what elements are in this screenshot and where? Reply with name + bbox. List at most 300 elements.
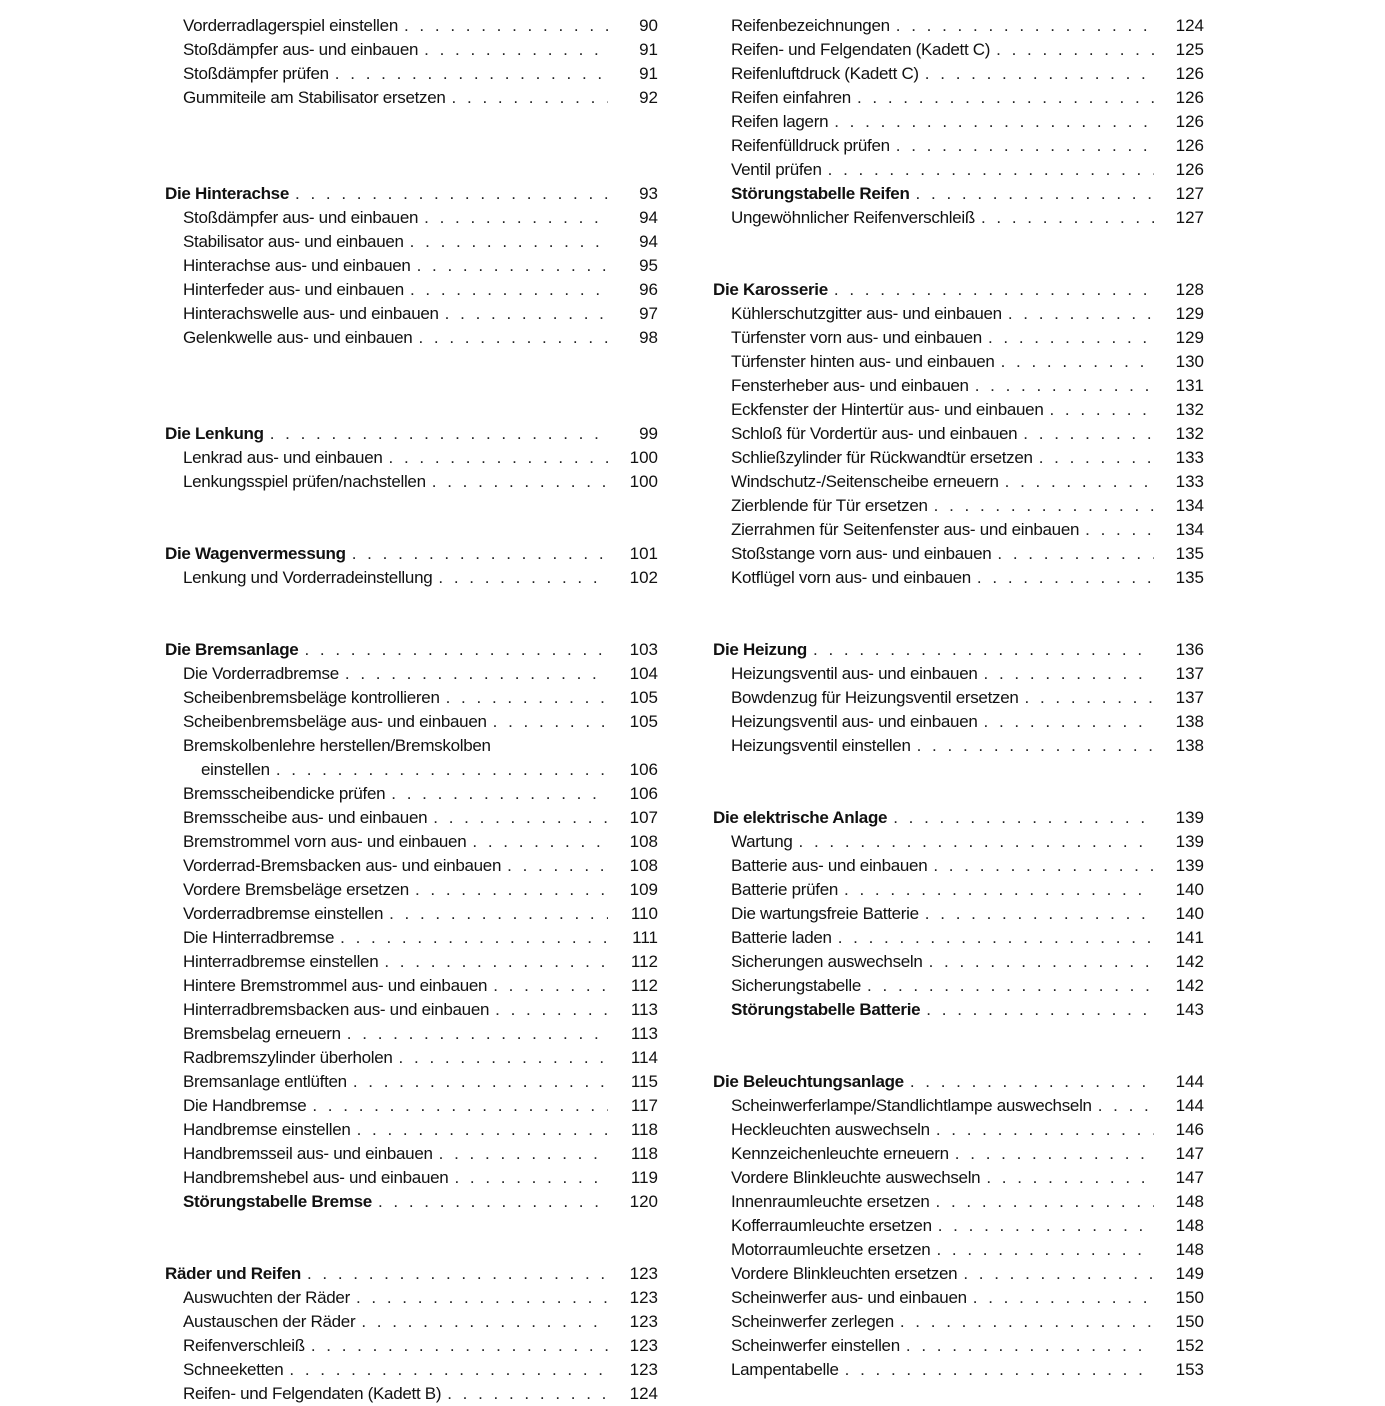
- toc-entry-title: Scheinwerferlampe/Standlichtlampe auswechseln: [731, 1096, 1092, 1115]
- toc-entry-heizungsventil-aus-und-einbauen[interactable]: [711, 662, 1204, 686]
- toc-page-number: 113: [630, 1000, 658, 1019]
- toc-section-die-bremsanlage[interactable]: [163, 638, 658, 662]
- toc-entry-eckfenster-der-hintert-r-aus-und-einbauen[interactable]: [711, 398, 1204, 422]
- toc-page-number: 94: [639, 232, 658, 251]
- toc-entry-windschutz-seitenscheibe-erneuern[interactable]: [711, 470, 1204, 494]
- dot-leader: [1008, 302, 1154, 326]
- toc-page-number: 146: [1175, 1120, 1204, 1139]
- toc-entry-batterie-aus-und-einbauen[interactable]: [711, 854, 1204, 878]
- toc-entry-title: Bremsbelag erneuern: [183, 1024, 341, 1043]
- toc-section-die-beleuchtungsanlage[interactable]: [711, 1070, 1204, 1094]
- dot-leader: [270, 422, 608, 446]
- toc-entry-title: Lenkungsspiel prüfen/nachstellen: [183, 472, 426, 491]
- toc-page-number: 123: [629, 1288, 658, 1307]
- toc-entry-title: Batterie aus- und einbauen: [731, 856, 928, 875]
- dot-leader: [352, 542, 608, 566]
- section-spacer: [711, 758, 1204, 806]
- toc-section-die-hinterachse[interactable]: [163, 182, 658, 206]
- toc-page-number: 138: [1175, 712, 1204, 731]
- toc-page-number: 127: [1175, 184, 1204, 203]
- toc-entry-sto-d-mpfer-aus-und-einbauen[interactable]: [163, 206, 658, 230]
- toc-entry-title: Die Beleuchtungsanlage: [713, 1072, 904, 1091]
- toc-entry-title: Die Lenkung: [165, 424, 264, 443]
- dot-leader: [917, 734, 1154, 758]
- dot-leader: [399, 1046, 608, 1070]
- toc-section-r-der-und-reifen[interactable]: [163, 1262, 658, 1286]
- toc-column-left: [163, 14, 658, 1406]
- toc-page-number: 101: [629, 544, 658, 563]
- toc-entry-vordere-blinkleuchten-ersetzen[interactable]: [711, 1262, 1204, 1286]
- toc-entry-title: Die Karosserie: [713, 280, 828, 299]
- toc-entry-title: Scheibenbremsbeläge kontrollieren: [183, 688, 440, 707]
- toc-page-number: 96: [639, 280, 658, 299]
- section-spacer: [711, 230, 1204, 278]
- toc-section-die-karosserie[interactable]: [711, 278, 1204, 302]
- toc-page-number: 123: [629, 1360, 658, 1379]
- toc-page-number: 126: [1175, 64, 1204, 83]
- toc-entry-vordere-blinkleuchte-auswechseln[interactable]: [711, 1166, 1204, 1190]
- dot-leader: [311, 1334, 608, 1358]
- dot-leader: [276, 758, 608, 782]
- toc-entry-reifenf-lldruck-pr-fen[interactable]: [711, 134, 1204, 158]
- dot-leader: [988, 326, 1154, 350]
- toc-entry-title: Die elektrische Anlage: [713, 808, 888, 827]
- dot-leader: [384, 950, 608, 974]
- toc-page-number: 141: [1175, 928, 1204, 947]
- dot-leader: [347, 1022, 608, 1046]
- toc-entry-title: Hinterradbremsbacken aus- und einbauen: [183, 1000, 490, 1019]
- dot-leader: [410, 278, 608, 302]
- toc-entry-title: Auswuchten der Räder: [183, 1288, 350, 1307]
- dot-leader: [1049, 398, 1154, 422]
- toc-entry-hinterfeder-aus-und-einbauen[interactable]: [163, 278, 658, 302]
- dot-leader: [896, 134, 1154, 158]
- dot-leader: [910, 1070, 1154, 1094]
- toc-entry-title: Die Hinterradbremse: [183, 928, 335, 947]
- dot-leader: [933, 854, 1154, 878]
- toc-entry-scheibenbremsbel-ge-aus-und-einbauen[interactable]: [163, 710, 658, 734]
- dot-leader: [433, 806, 608, 830]
- dot-leader: [446, 686, 608, 710]
- toc-entry-title: Schloß für Vordertür aus- und einbauen: [731, 424, 1018, 443]
- toc-entry-title: Vorderradlagerspiel einstellen: [183, 16, 398, 35]
- toc-page-number: 129: [1175, 304, 1204, 323]
- dot-leader: [1023, 422, 1154, 446]
- dot-leader: [495, 998, 608, 1022]
- dot-leader: [389, 902, 608, 926]
- toc-page-number: 139: [1175, 808, 1204, 827]
- toc-page-number: 132: [1175, 400, 1204, 419]
- toc-page-number: 117: [630, 1096, 658, 1115]
- toc-page-number: 92: [639, 88, 658, 107]
- toc-entry-bremsanlage-entl-ften[interactable]: [163, 1070, 658, 1094]
- toc-entry-hinterachswelle-aus-und-einbauen[interactable]: [163, 302, 658, 326]
- dot-leader: [984, 710, 1154, 734]
- dot-leader: [432, 470, 608, 494]
- toc-entry-vorderradlagerspiel-einstellen[interactable]: [163, 14, 658, 38]
- toc-entry-title: Heckleuchten auswechseln: [731, 1120, 930, 1139]
- dot-leader: [1025, 686, 1154, 710]
- dot-leader: [507, 854, 608, 878]
- toc-page-number: 138: [1175, 736, 1204, 755]
- toc-entry-title: Scheinwerfer aus- und einbauen: [731, 1288, 967, 1307]
- toc-page-number: 132: [1175, 424, 1204, 443]
- dot-leader: [1001, 350, 1154, 374]
- toc-entry-gelenkwelle-aus-und-einbauen[interactable]: [163, 326, 658, 350]
- dot-leader: [955, 1142, 1154, 1166]
- toc-entry-title: Räder und Reifen: [165, 1264, 301, 1283]
- dot-leader: [438, 566, 608, 590]
- toc-page-number: 133: [1175, 448, 1204, 467]
- toc-page-number: 100: [629, 448, 658, 467]
- toc-page-number: 127: [1175, 208, 1204, 227]
- dot-leader: [340, 926, 608, 950]
- toc-entry-title: Bremskolbenlehre herstellen/Bremskolben: [183, 736, 491, 755]
- toc-entry-title: Vordere Blinkleuchte auswechseln: [731, 1168, 981, 1187]
- section-spacer: [163, 590, 658, 638]
- dot-leader: [497, 734, 608, 758]
- toc-entry-reifenluftdruck-kadett-c[interactable]: [711, 62, 1204, 86]
- dot-leader: [307, 1262, 608, 1286]
- toc-entry-title: Scheibenbremsbeläge aus- und einbauen: [183, 712, 487, 731]
- toc-page-number: 119: [630, 1168, 658, 1187]
- toc-page-number: 105: [629, 712, 658, 731]
- toc-page-number: 111: [632, 928, 658, 947]
- toc-entry-title: Schneeketten: [183, 1360, 284, 1379]
- toc-entry-title: Hinterradbremse einstellen: [183, 952, 379, 971]
- toc-entry-die-hinterradbremse[interactable]: [163, 926, 658, 950]
- toc-entry-title: Ventil prüfen: [731, 160, 822, 179]
- toc-entry-title: Reifen- und Felgendaten (Kadett B): [183, 1384, 442, 1403]
- toc-entry-handbremse-einstellen[interactable]: [163, 1118, 658, 1142]
- dot-leader: [926, 998, 1154, 1022]
- toc-column-right: [711, 14, 1204, 1382]
- toc-page-number: 129: [1175, 328, 1204, 347]
- toc-entry-reifenbezeichnungen[interactable]: [711, 14, 1204, 38]
- dot-leader: [925, 902, 1154, 926]
- toc-entry-heizungsventil-aus-und-einbauen[interactable]: [711, 710, 1204, 734]
- toc-entry-innenraumleuchte-ersetzen[interactable]: [711, 1190, 1204, 1214]
- dot-leader: [929, 950, 1154, 974]
- toc-entry-ventil-pr-fen[interactable]: [711, 158, 1204, 182]
- toc-entry-title: Die Bremsanlage: [165, 640, 299, 659]
- toc-entry-title: Handbremshebel aus- und einbauen: [183, 1168, 449, 1187]
- toc-page-number: 153: [1175, 1360, 1204, 1379]
- toc-entry-title: Reifenverschleiß: [183, 1336, 305, 1355]
- toc-entry-title: Kennzeichenleuchte erneuern: [731, 1144, 949, 1163]
- toc-entry-title: Hintere Bremstrommel aus- und einbauen: [183, 976, 488, 995]
- toc-entry-lenkung-und-vorderradeinstellung[interactable]: [163, 566, 658, 590]
- toc-entry-title: Stoßdämpfer prüfen: [183, 64, 329, 83]
- toc-entry-stabilisator-aus-und-einbauen[interactable]: [163, 230, 658, 254]
- toc-entry-zierrahmen-f-r-seitenfenster-aus-und-einbauen[interactable]: [711, 518, 1204, 542]
- toc-entry-title: Lampentabelle: [731, 1360, 839, 1379]
- toc-entry-title: Hinterachswelle aus- und einbauen: [183, 304, 439, 323]
- toc-entry-bremstrommel-vorn-aus-und-einbauen[interactable]: [163, 830, 658, 854]
- toc-entry-sto-d-mpfer-pr-fen[interactable]: [163, 62, 658, 86]
- toc-entry-sicherungen-auswechseln[interactable]: [711, 950, 1204, 974]
- toc-entry-reifen-einfahren[interactable]: [711, 86, 1204, 110]
- toc-entry-title: Hinterfeder aus- und einbauen: [183, 280, 404, 299]
- toc-entry-title: Batterie prüfen: [731, 880, 839, 899]
- toc-entry-motorraumleuchte-ersetzen[interactable]: [711, 1238, 1204, 1262]
- toc-entry-title: Lenkrad aus- und einbauen: [183, 448, 383, 467]
- toc-entry-st-rungstabelle-reifen[interactable]: [711, 182, 1204, 206]
- section-spacer: [163, 350, 658, 398]
- toc-entry-title: Heizungsventil aus- und einbauen: [731, 664, 978, 683]
- dot-leader: [418, 326, 608, 350]
- section-spacer: [163, 110, 658, 158]
- toc-page-number: 102: [629, 568, 658, 587]
- toc-entry-reifen-und-felgendaten-kadett-b[interactable]: [163, 1382, 658, 1406]
- toc-page-number: 106: [629, 784, 658, 803]
- dot-leader: [312, 1094, 608, 1118]
- toc-entry-handbremsseil-aus-und-einbauen[interactable]: [163, 1142, 658, 1166]
- toc-page-number: 142: [1175, 952, 1204, 971]
- toc-entry-ungew-hnlicher-reifenverschlei[interactable]: [711, 206, 1204, 230]
- toc-section-die-elektrische-anlage[interactable]: [711, 806, 1204, 830]
- toc-entry-scheinwerfer-zerlegen[interactable]: [711, 1310, 1204, 1334]
- dot-leader: [378, 1190, 608, 1214]
- toc-page-number: 115: [630, 1072, 658, 1091]
- toc-entry-lenkrad-aus-und-einbauen[interactable]: [163, 446, 658, 470]
- toc-entry-vorderradbremse-einstellen[interactable]: [163, 902, 658, 926]
- toc-page-number: 148: [1175, 1216, 1204, 1235]
- dot-leader: [1005, 470, 1154, 494]
- dot-leader: [357, 1118, 608, 1142]
- toc-page-number: 135: [1175, 544, 1204, 563]
- toc-entry-scheinwerferlampe-standlichtlampe-auswechseln[interactable]: [711, 1094, 1204, 1118]
- toc-entry-reifenverschlei[interactable]: [163, 1334, 658, 1358]
- toc-entry-batterie-laden[interactable]: [711, 926, 1204, 950]
- toc-entry-title: Bremsanlage entlüften: [183, 1072, 347, 1091]
- dot-leader: [977, 566, 1154, 590]
- toc-entry-k-hlerschutzgitter-aus-und-einbauen[interactable]: [711, 302, 1204, 326]
- toc-entry-vorderrad-bremsbacken-aus-und-einbauen[interactable]: [163, 854, 658, 878]
- section-spacer: [711, 1022, 1204, 1070]
- toc-entry-title: Vorderrad-Bremsbacken aus- und einbauen: [183, 856, 502, 875]
- dot-leader: [391, 782, 608, 806]
- dot-leader: [353, 1070, 608, 1094]
- toc-entry-title: Die Wagenvermessung: [165, 544, 346, 563]
- dot-leader: [345, 662, 608, 686]
- dot-leader: [404, 14, 608, 38]
- toc-page-number: 118: [630, 1144, 658, 1163]
- toc-page-number: 135: [1175, 568, 1204, 587]
- toc-page-number: 137: [1175, 688, 1204, 707]
- toc-entry-st-rungstabelle-batterie[interactable]: [711, 998, 1204, 1022]
- toc-entry-die-handbremse[interactable]: [163, 1094, 658, 1118]
- toc-entry-kennzeichenleuchte-erneuern[interactable]: [711, 1142, 1204, 1166]
- toc-entry-vordere-bremsbel-ge-ersetzen[interactable]: [163, 878, 658, 902]
- toc-page-number: 113: [630, 1024, 658, 1043]
- toc-entry-kofferraumleuchte-ersetzen[interactable]: [711, 1214, 1204, 1238]
- toc-page-number: 128: [1175, 280, 1204, 299]
- toc-entry-heizungsventil-einstellen[interactable]: [711, 734, 1204, 758]
- dot-leader: [925, 62, 1154, 86]
- toc-entry-title: Kotflügel vorn aus- und einbauen: [731, 568, 971, 587]
- dot-leader: [857, 86, 1154, 110]
- dot-leader: [289, 1358, 608, 1382]
- toc-entry-title: Die Hinterachse: [165, 184, 289, 203]
- toc-entry-title: Sicherungstabelle: [731, 976, 862, 995]
- toc-entry-title: Windschutz-/Seitenscheibe erneuern: [731, 472, 999, 491]
- toc-page-number: 97: [639, 304, 658, 323]
- dot-leader: [1085, 518, 1154, 542]
- dot-leader: [834, 110, 1154, 134]
- toc-entry-title: Vordere Blinkleuchten ersetzen: [731, 1264, 958, 1283]
- toc-entry-wartung[interactable]: [711, 830, 1204, 854]
- toc-entry-kotfl-gel-vorn-aus-und-einbauen[interactable]: [711, 566, 1204, 590]
- toc-page-number: 120: [629, 1192, 658, 1211]
- toc-entry-title: Radbremszylinder überholen: [183, 1048, 393, 1067]
- dot-leader: [916, 182, 1154, 206]
- dot-leader: [410, 230, 608, 254]
- toc-entry-title: Reifen- und Felgendaten (Kadett C): [731, 40, 991, 59]
- toc-page-number: 148: [1175, 1240, 1204, 1259]
- toc-entry-lampentabelle[interactable]: [711, 1358, 1204, 1382]
- toc-entry-heckleuchten-auswechseln[interactable]: [711, 1118, 1204, 1142]
- toc-entry-hintere-bremstrommel-aus-und-einbauen[interactable]: [163, 974, 658, 998]
- toc-entry-fensterheber-aus-und-einbauen[interactable]: [711, 374, 1204, 398]
- toc-entry-title: Heizungsventil aus- und einbauen: [731, 712, 978, 731]
- toc-entry-title: Schließzylinder für Rückwandtür ersetzen: [731, 448, 1033, 467]
- toc-entry-title: Reifen einfahren: [731, 88, 851, 107]
- toc-entry-scheinwerfer-einstellen[interactable]: [711, 1334, 1204, 1358]
- toc-page-number: 112: [630, 976, 658, 995]
- toc-entry-schlo-f-r-vordert-r-aus-und-einbauen[interactable]: [711, 422, 1204, 446]
- toc-entry-title: Störungstabelle Bremse: [183, 1192, 372, 1211]
- toc-entry-gummiteile-am-stabilisator-ersetzen[interactable]: [163, 86, 658, 110]
- section-spacer: [163, 494, 658, 542]
- toc-entry-batterie-pr-fen[interactable]: [711, 878, 1204, 902]
- dot-leader: [389, 446, 609, 470]
- toc-page-number: 109: [629, 880, 658, 899]
- toc-entry-bremsbelag-erneuern[interactable]: [163, 1022, 658, 1046]
- toc-entry-scheibenbremsbel-ge-kontrollieren[interactable]: [163, 686, 658, 710]
- toc-entry-title: Lenkung und Vorderradeinstellung: [183, 568, 433, 587]
- toc-entry-austauschen-der-r-der[interactable]: [163, 1310, 658, 1334]
- toc-page-number: 94: [639, 208, 658, 227]
- dot-leader: [1039, 446, 1154, 470]
- toc-entry-zierblende-f-r-t-r-ersetzen[interactable]: [711, 494, 1204, 518]
- toc-entry-title: Handbremse einstellen: [183, 1120, 351, 1139]
- dot-leader: [845, 1358, 1154, 1382]
- toc-entry-schneeketten[interactable]: [163, 1358, 658, 1382]
- toc-entry-title: Handbremsseil aus- und einbauen: [183, 1144, 433, 1163]
- dot-leader: [424, 38, 608, 62]
- toc-section-die-heizung[interactable]: [711, 638, 1204, 662]
- toc-entry-bremskolbenlehre-herstellen-bremskolben[interactable]: [163, 734, 658, 758]
- toc-page-number: 91: [639, 64, 658, 83]
- dot-leader: [936, 1118, 1154, 1142]
- dot-leader: [981, 206, 1154, 230]
- toc-entry-reifen-und-felgendaten-kadett-c[interactable]: [711, 38, 1204, 62]
- toc-page-number: 130: [1175, 352, 1204, 371]
- toc-entry-title: Bremsscheibendicke prüfen: [183, 784, 386, 803]
- toc-page-number: 99: [639, 424, 658, 443]
- toc-page-number: 90: [639, 16, 658, 35]
- toc-entry-title: Bowdenzug für Heizungsventil ersetzen: [731, 688, 1019, 707]
- toc-section-die-lenkung[interactable]: [163, 422, 658, 446]
- toc-entry-bowdenzug-f-r-heizungsventil-ersetzen[interactable]: [711, 686, 1204, 710]
- toc-entry-hinterachse-aus-und-einbauen[interactable]: [163, 254, 658, 278]
- dot-leader: [984, 662, 1154, 686]
- toc-entry-title: Die wartungsfreie Batterie: [731, 904, 919, 923]
- dot-leader: [452, 86, 608, 110]
- toc-section-die-wagenvermessung[interactable]: [163, 542, 658, 566]
- toc-entry-auswuchten-der-r-der[interactable]: [163, 1286, 658, 1310]
- toc-entry-title: Stoßdämpfer aus- und einbauen: [183, 40, 419, 59]
- toc-page-number: 152: [1175, 1336, 1204, 1355]
- toc-entry-title: Austauschen der Räder: [183, 1312, 356, 1331]
- toc-entry-title: Zierblende für Tür ersetzen: [731, 496, 928, 515]
- dot-leader: [417, 254, 608, 278]
- toc-entry-hinterradbremse-einstellen[interactable]: [163, 950, 658, 974]
- section-spacer: [163, 158, 658, 182]
- toc-entry-title: Türfenster hinten aus- und einbauen: [731, 352, 995, 371]
- toc-page-number: 140: [1175, 904, 1204, 923]
- toc-entry-title: Kofferraumleuchte ersetzen: [731, 1216, 932, 1235]
- toc-page-number: 125: [1175, 40, 1204, 59]
- toc-entry-einstellen[interactable]: [163, 758, 658, 782]
- dot-leader: [906, 1334, 1154, 1358]
- toc-entry-st-rungstabelle-bremse[interactable]: [163, 1190, 658, 1214]
- dot-leader: [996, 38, 1154, 62]
- toc-entry-bremsscheibendicke-pr-fen[interactable]: [163, 782, 658, 806]
- toc-entry-die-vorderradbremse[interactable]: [163, 662, 658, 686]
- toc-entry-title: Bremsscheibe aus- und einbauen: [183, 808, 428, 827]
- toc-entry-radbremszylinder-berholen[interactable]: [163, 1046, 658, 1070]
- toc-entry-title: Kühlerschutzgitter aus- und einbauen: [731, 304, 1002, 323]
- toc-page-number: 106: [629, 760, 658, 779]
- dot-leader: [934, 494, 1154, 518]
- toc-entry-title: Türfenster vorn aus- und einbauen: [731, 328, 982, 347]
- toc-entry-title: Die Handbremse: [183, 1096, 307, 1115]
- toc-page-number: 107: [629, 808, 658, 827]
- toc-page-number: 108: [629, 856, 658, 875]
- toc-entry-scheinwerfer-aus-und-einbauen[interactable]: [711, 1286, 1204, 1310]
- toc-entry-schlie-zylinder-f-r-r-ckwandt-r-ersetzen[interactable]: [711, 446, 1204, 470]
- toc-entry-title: Bremstrommel vorn aus- und einbauen: [183, 832, 467, 851]
- toc-page-number: 149: [1175, 1264, 1204, 1283]
- toc-entry-title: Scheinwerfer zerlegen: [731, 1312, 894, 1331]
- toc-page-number: 123: [629, 1312, 658, 1331]
- toc-entry-hinterradbremsbacken-aus-und-einbauen[interactable]: [163, 998, 658, 1022]
- toc-entry-t-rfenster-hinten-aus-und-einbauen[interactable]: [711, 350, 1204, 374]
- toc-entry-sto-d-mpfer-aus-und-einbauen[interactable]: [163, 38, 658, 62]
- toc-page-number: 148: [1175, 1192, 1204, 1211]
- toc-entry-lenkungsspiel-pr-fen-nachstellen[interactable]: [163, 470, 658, 494]
- dot-leader: [936, 1238, 1154, 1262]
- toc-entry-title: Reifenfülldruck prüfen: [731, 136, 890, 155]
- toc-entry-t-rfenster-vorn-aus-und-einbauen[interactable]: [711, 326, 1204, 350]
- toc-page-number: 136: [1175, 640, 1204, 659]
- dot-leader: [838, 926, 1154, 950]
- toc-page-number: 105: [629, 688, 658, 707]
- toc-entry-die-wartungsfreie-batterie[interactable]: [711, 902, 1204, 926]
- toc-page-number: 134: [1175, 496, 1204, 515]
- toc-entry-reifen-lagern[interactable]: [711, 110, 1204, 134]
- toc-entry-sto-stange-vorn-aus-und-einbauen[interactable]: [711, 542, 1204, 566]
- toc-entry-sicherungstabelle[interactable]: [711, 974, 1204, 998]
- toc-entry-title: Fensterheber aus- und einbauen: [731, 376, 969, 395]
- toc-entry-handbremshebel-aus-und-einbauen[interactable]: [163, 1166, 658, 1190]
- dot-leader: [936, 1190, 1154, 1214]
- toc-page-number: 93: [639, 184, 658, 203]
- toc-page-number: 134: [1175, 520, 1204, 539]
- toc-entry-bremsscheibe-aus-und-einbauen[interactable]: [163, 806, 658, 830]
